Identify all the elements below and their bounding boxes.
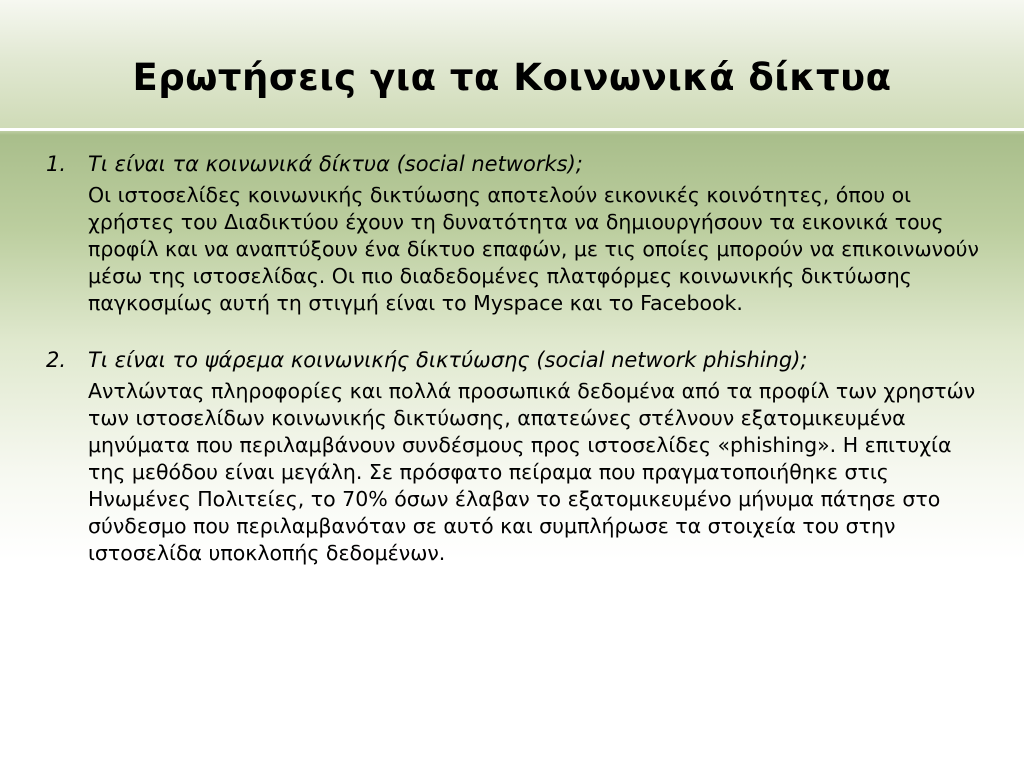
question-1-text: Τι είναι τα κοινωνικά δίκτυα (social networks); (88, 152, 583, 176)
question-2-text: Τι είναι το ψάρεμα κοινωνικής δικτύωσης (social network phishing); (88, 348, 808, 372)
title-bar (0, 0, 1024, 128)
question-1-number: 1. (46, 152, 67, 176)
question-block-1 (46, 151, 986, 317)
question-2 (46, 347, 986, 374)
question-2-number: 2. (46, 348, 67, 372)
answer-1: Οι ιστοσελίδες κοινωνικής δικτύωσης αποτελούν εικονικές κοινότητες, όπου οι χρήστες του Διαδικτύου έχουν τη δυνατότητα να δημιουργήσουν τα εικονικά τους προφίλ και να αναπτύξουν ένα δίκτυο επαφών, με τις οποίες μπορούν να επικοινωνούν μέσω της ιστοσελίδας. Οι πιο διαδεδομένες πλατφόρμες κοινωνικής δικτύωσης παγκοσμίως αυτή τη στιγμή είναι το Myspace και το Facebook. (88, 183, 979, 315)
slide-content (46, 151, 986, 567)
slide-title: Ερωτήσεις για τα Κοινωνικά δίκτυα (132, 55, 892, 99)
answer-2: Αντλώντας πληροφορίες και πολλά προσωπικά δεδομένα από τα προφίλ των χρηστών των ιστοσελίδων κοινωνικής δικτύωσης, απατεώνες στέλνουν εξατομικευμένα μηνύματα που περιλαμβάνουν συνδέσμους προς ιστοσελίδες «phishing». Η επιτυχία της μεθόδου είναι μεγάλη. Σε πρόσφατο πείραμα που πραγματοποιήθηκε στις Ηνωμένες Πολιτείες, το 70% όσων έλαβαν το εξατομικευμένο μήνυμα πάτησε στο σύνδεσμο που περιλαμβανόταν σε αυτό και συμπλήρωσε τα στοιχεία του στην ιστοσελίδα υποκλοπής δεδομένων. (88, 379, 976, 565)
question-block-2 (46, 347, 986, 567)
title-divider (0, 128, 1024, 131)
question-1 (46, 151, 986, 178)
